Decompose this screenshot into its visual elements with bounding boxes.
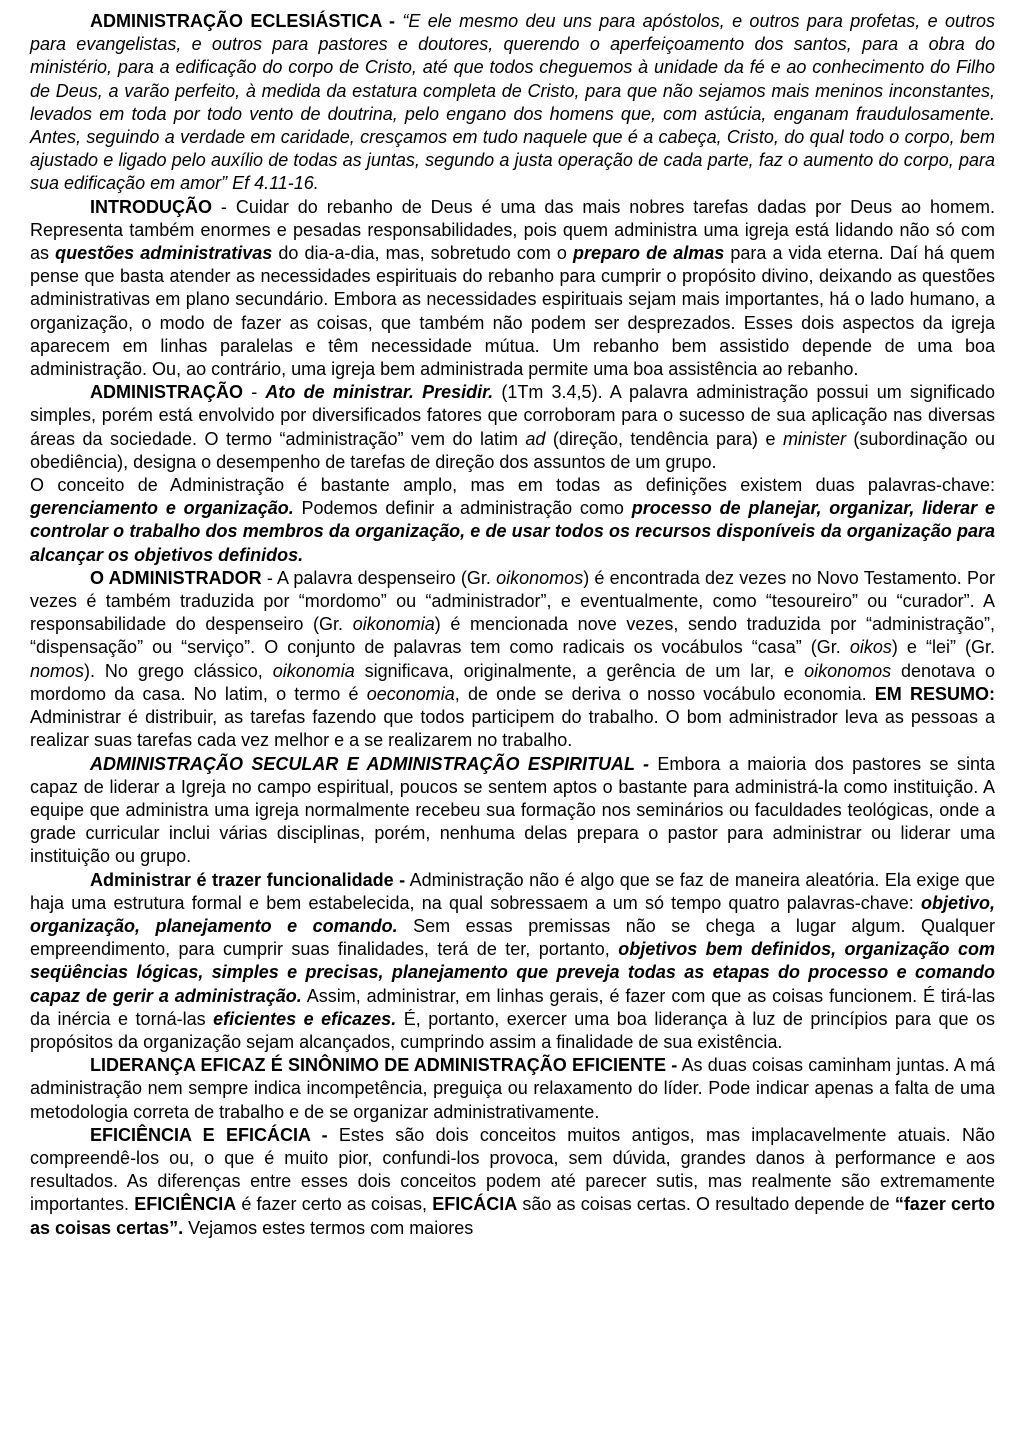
text-run: INTRODUÇÃO — [90, 196, 212, 217]
text-run: denotava o mordomo da casa. No latim, o termo é — [30, 660, 995, 704]
text-run: EFICIÊNCIA — [134, 1194, 237, 1215]
paragraph — [30, 567, 995, 753]
text-run: ) e “lei” (Gr. — [891, 637, 995, 658]
text-run: - — [243, 382, 266, 403]
text-run: Assim, administrar, em linhas gerais, é fazer com que as coisas funcionem. É tirá-las da inércia e torná-las — [30, 985, 995, 1029]
text-run: ADMINISTRAÇÃO SECULAR E ADMINISTRAÇÃO ESPIRITUAL - — [90, 753, 650, 774]
text-run: é fazer certo as coisas, — [236, 1194, 433, 1215]
text-run: para a vida eterna. Daí há quem pense que basta atender as necessidades espirituais do rebanho para cumprir o propósito divino, deixando as questões administrativas em plano secundário. Embora as necessidades espirituais sejam mais importantes, há o lado humano, a organização, o modo de fazer as coisas, que também não podem ser desprezados. Esses dois aspectos da igreja aparecem em linhas paralelas e têm necessidade mútua. Um rebanho bem assistido depende de uma boa administração. Ou, ao contrário, uma igreja bem administrada permite uma boa assistência ao rebanho. — [30, 243, 995, 380]
text-run: nomos — [30, 660, 85, 681]
paragraph — [30, 1054, 995, 1124]
text-run: , de onde se deriva o nosso vocábulo economia. — [454, 683, 875, 704]
text-run: Sem essas premissas não se chega a lugar algum. Qualquer empreendimento, para cumprir suas finalidades, terá de ter, portanto, — [30, 915, 996, 960]
text-run: minister — [782, 428, 846, 449]
text-run: - A palavra despenseiro (Gr. — [261, 567, 497, 588]
text-run: oeconomia — [366, 683, 455, 704]
text-run: Administração não é algo que se faz de maneira aleatória. Ela exige que haja uma estrutura formal e bem estabelecida, na qual sobressaem a um só tempo quatro palavras-chave: — [30, 869, 995, 913]
text-run: oikos — [849, 637, 892, 658]
text-run: oikonomos — [804, 660, 892, 681]
text-run: questões administrativas — [55, 243, 273, 264]
text-run: ). No grego clássico, — [84, 660, 273, 681]
text-run: - Cuidar do rebanho de Deus é uma das mais nobres tarefas dadas por Deus ao homem. Representa também enormes e pesadas responsabilidades, pois quem administra uma igreja está lidando não só com as — [30, 196, 995, 264]
text-run: O ADMINISTRADOR — [90, 567, 262, 588]
paragraph — [30, 474, 995, 567]
text-run: “fazer certo as coisas certas”. — [30, 1194, 996, 1238]
text-run: gerenciamento e organização. — [30, 498, 294, 519]
text-run: objetivo, organização, planejamento e comando. — [30, 892, 995, 936]
text-run: (subordinação ou obediência), designa o desempenho de tarefas de direção dos assuntos de um grupo. — [30, 428, 995, 472]
text-run: EM RESUMO: — [874, 683, 995, 704]
text-run: significava, originalmente, a gerência de um lar, e — [354, 660, 805, 681]
text-run: Administrar é trazer funcionalidade - — [90, 869, 406, 890]
text-run: oikonomia — [352, 614, 435, 635]
text-run: processo de planejar, organizar, liderar e controlar o trabalho dos membros da organização, e de usar todos os recursos disponíveis da organização para alcançar os objetivos definidos. — [30, 498, 995, 565]
text-run: O conceito de Administração é bastante amplo, mas em todas as definições existem duas palavras-chave: — [30, 475, 995, 496]
text-run: EFICÁCIA — [432, 1194, 518, 1215]
text-run: (direção, tendência para) e — [545, 428, 783, 449]
text-run: Vejamos estes termos com maiores — [183, 1217, 474, 1238]
text-run: Ato de ministrar. Presidir. — [265, 382, 494, 403]
text-run: ) é encontrada dez vezes no Novo Testamento. Por vezes é também traduzida por “mordomo” ou “administrador”, e eventualmente, como “tesoureiro” ou “curador”. A responsabilidade do despenseiro (Gr. — [30, 567, 996, 635]
text-run: oikonomos — [496, 567, 584, 588]
text-run: (1Tm 3.4,5). A palavra administração possui um significado simples, porém está envolvido por diversificados fatores que corroboram para o sucesso de sua aplicação nas diversas áreas da sociedade. O termo “administração” vem do latim — [30, 382, 996, 449]
text-run: preparo de almas — [573, 243, 725, 264]
paragraph — [30, 753, 995, 869]
paragraph — [30, 381, 995, 474]
text-run: “E ele mesmo deu uns para apóstolos, e outros para profetas, e outros para evangelistas, e outros para pastores e doutores, querendo o aperfeiçoamento dos santos, para a obra do ministério, para a edificação do corpo de Cristo, até que todos cheguemos à unidade da fé e ao conhecimento do Filho de Deus, a varão perfeito, à medida da estatura completa de Cristo, para que não sejamos mais meninos inconstantes, levados em toda por todo vento de doutrina, pelo engano dos homens que, com astúcia, enganam fraudulosamente. Antes, seguindo a verdade em caridade, cresçamos em tudo naquele que é a cabeça, Cristo, do qual todo o corpo, bem ajustado e ligado pelo auxílio de todas as juntas, segundo a justa operação de cada parte, faz o aumento do corpo, para sua edificação em amor” Ef 4.11-16. — [30, 11, 995, 194]
text-run: LIDERANÇA EFICAZ É SINÔNIMO DE ADMINISTRAÇÃO EFICIENTE - — [90, 1055, 678, 1076]
text-run: EFICIÊNCIA E EFICÁCIA - — [90, 1124, 328, 1145]
text-run: As duas coisas caminham juntas. A má administração nem sempre indica incompetência, preguiça ou relaxamento do líder. Pode indicar apenas a falta de uma metodologia correta de trabalho e de se organizar administrativamente. — [30, 1055, 995, 1122]
paragraph — [30, 10, 995, 196]
text-run: ADMINISTRAÇÃO ECLESIÁSTICA - — [90, 11, 403, 31]
text-run: É, portanto, exercer uma boa liderança à luz de princípios para que os propósitos da organização sejam alcançados, cumprindo assim a finalidade de sua existência. — [30, 1008, 996, 1052]
text-run: oikonomia — [272, 660, 355, 681]
paragraph — [30, 869, 995, 1055]
text-run: objetivos bem definidos, organização com seqüências lógicas, simples e precisas, planejamento que preveja todas as etapas do processo e comando capaz de gerir a administração. — [30, 939, 995, 1006]
text-run: ADMINISTRAÇÃO — [90, 382, 243, 403]
text-run: Estes são dois conceitos muitos antigos, mas implacavelmente atuais. Não compreendê-los ou, o que é muito pior, confundi-los provoca, sem dúvida, grandes danos à performance e aos resultados. As diferenças entre esses dois conceitos podem até parecer sutis, mas realmente são extremamente importantes. — [30, 1124, 996, 1215]
paragraph — [30, 1124, 995, 1240]
text-run: Embora a maioria dos pastores se sinta capaz de liderar a Igreja no campo espiritual, poucos se sentem aptos o bastante para administrá-la como instituição. A equipe que administra uma igreja normalmente recebeu sua formação nos seminários ou faculdades teológicas, onde a grade curricular inclui várias disciplinas, porém, nenhuma delas prepara o pastor para administrar ou liderar uma instituição ou grupo. — [30, 753, 995, 867]
text-run: ad — [525, 428, 546, 449]
text-run: ) é mencionada nove vezes, sendo traduzida por “administração”, “dispensação” ou “serviço”. O conjunto de palavras tem como radicais os vocábulos “casa” (Gr. — [30, 614, 995, 658]
text-run: eficientes e eficazes. — [213, 1008, 397, 1029]
text-run: Podemos definir a administração como — [293, 498, 632, 519]
text-run: são as coisas certas. O resultado depende de — [517, 1194, 895, 1215]
text-run: do dia-a-dia, mas, sobretudo com o — [272, 243, 574, 264]
paragraph — [30, 196, 995, 382]
text-run: Administrar é distribuir, as tarefas fazendo que todos participem do trabalho. O bom administrador leva as pessoas a realizar suas tarefas cada vez melhor e a se realizarem no trabalho. — [30, 707, 995, 751]
